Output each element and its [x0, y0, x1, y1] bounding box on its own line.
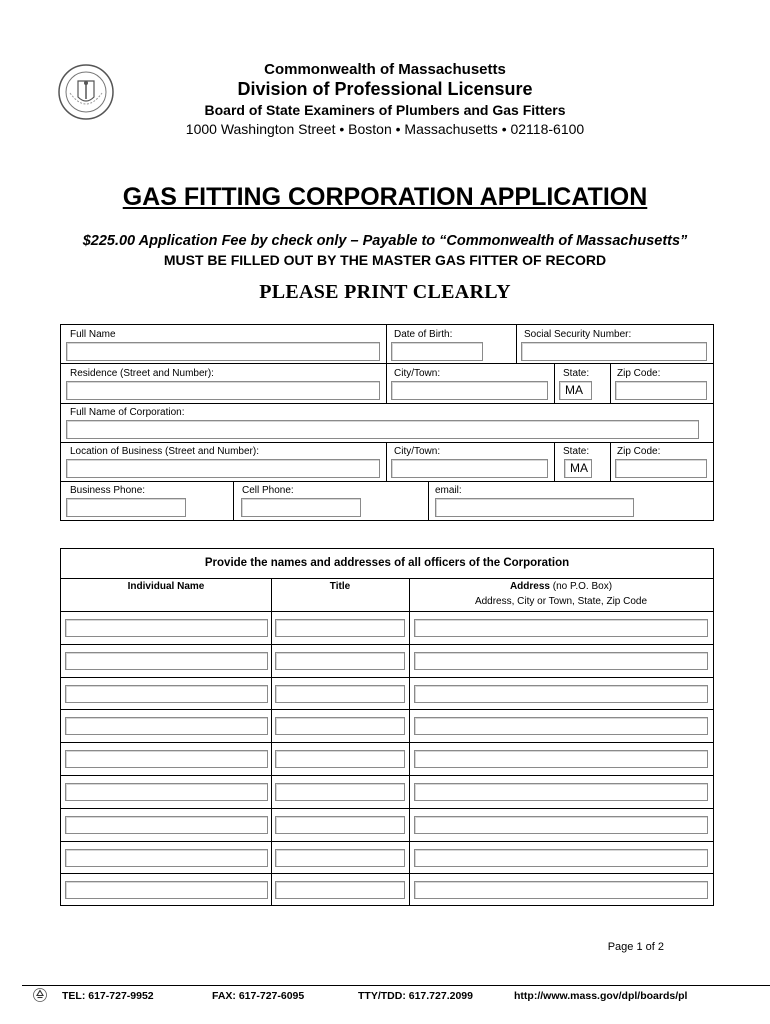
officer-title-field[interactable] — [275, 881, 405, 899]
print-clearly-line: PLEASE PRINT CLEARLY — [259, 281, 511, 303]
cell-phone-label: Cell Phone: — [242, 485, 294, 496]
footer-divider — [22, 985, 770, 986]
business-zip-label: Zip Code: — [617, 446, 661, 457]
business-city-label: City/Town: — [394, 446, 441, 457]
col-address — [409, 581, 713, 592]
table-row — [61, 677, 713, 710]
residence-label: Residence (Street and Number): — [70, 368, 214, 379]
dob-field[interactable] — [391, 342, 483, 361]
city-label: City/Town: — [394, 368, 441, 379]
officer-address-field[interactable] — [414, 783, 708, 801]
col-address-bold: Address — [509, 581, 550, 592]
business-city-field[interactable] — [391, 459, 548, 478]
table-row — [61, 775, 713, 808]
city-field[interactable] — [391, 381, 548, 400]
officer-title-field[interactable] — [275, 619, 405, 637]
officer-name-field[interactable] — [65, 750, 268, 768]
must-line: MUST BE FILLED OUT BY THE MASTER GAS FITTER OF RECORD — [163, 252, 607, 268]
residence-field[interactable] — [66, 381, 380, 400]
officer-name-field[interactable] — [65, 849, 268, 867]
officer-address-field[interactable] — [414, 619, 708, 637]
table-row — [61, 808, 713, 841]
business-zip-field[interactable] — [615, 459, 707, 478]
fee-line: $225.00 Application Fee by check only – Payable to “Commonwealth of Massachusetts” — [82, 233, 688, 249]
officer-address-field[interactable] — [414, 849, 708, 867]
agency-line-1: Commonwealth of Massachusetts — [264, 61, 506, 78]
officer-name-field[interactable] — [65, 652, 268, 670]
table-row — [61, 709, 713, 742]
corporation-name-field[interactable] — [66, 420, 699, 439]
table-row — [61, 841, 713, 874]
officer-name-field[interactable] — [65, 717, 268, 735]
officer-address-field[interactable] — [414, 717, 708, 735]
col-individual-name: Individual Name — [127, 581, 205, 592]
full-name-field[interactable] — [66, 342, 380, 361]
officer-address-field[interactable] — [414, 652, 708, 670]
business-state-field[interactable] — [564, 459, 592, 478]
business-phone-label: Business Phone: — [70, 485, 146, 496]
table-row — [61, 742, 713, 775]
footer-tty: TTY/TDD: 617.727.2099 — [358, 990, 473, 1002]
zip-label: Zip Code: — [617, 368, 661, 379]
officer-title-field[interactable] — [275, 652, 405, 670]
footer-fax: FAX: 617-727-6095 — [212, 990, 305, 1002]
business-state-value: MA — [570, 461, 588, 475]
state-field[interactable] — [559, 381, 592, 400]
dob-label: Date of Birth: — [394, 329, 453, 340]
officer-name-field[interactable] — [65, 881, 268, 899]
officer-address-field[interactable] — [414, 685, 708, 703]
recycle-icon — [33, 988, 47, 1002]
officers-heading: Provide the names and addresses of all officers of the Corporation — [204, 557, 570, 569]
officer-name-field[interactable] — [65, 685, 268, 703]
officer-title-field[interactable] — [275, 750, 405, 768]
officer-title-field[interactable] — [275, 849, 405, 867]
officer-title-field[interactable] — [275, 816, 405, 834]
corporation-name-label: Full Name of Corporation: — [70, 407, 185, 418]
officer-name-field[interactable] — [65, 783, 268, 801]
ssn-field[interactable] — [521, 342, 707, 361]
agency-line-3: Board of State Examiners of Plumbers and Gas Fitters — [204, 102, 566, 118]
officer-address-field[interactable] — [414, 816, 708, 834]
full-name-label: Full Name — [70, 329, 116, 340]
officer-title-field[interactable] — [275, 717, 405, 735]
officer-name-field[interactable] — [65, 816, 268, 834]
state-label: State: — [563, 368, 590, 379]
business-phone-field[interactable] — [66, 498, 186, 517]
footer-url[interactable]: http://www.mass.gov/dpl/boards/pl — [514, 990, 688, 1002]
agency-address: 1000 Washington Street • Boston • Massachusetts • 02118-6100 — [185, 121, 585, 137]
business-state-label: State: — [563, 446, 590, 457]
email-field[interactable] — [435, 498, 634, 517]
col-address-note: (no P.O. Box) — [552, 581, 613, 592]
officers-table — [60, 548, 714, 906]
officer-address-field[interactable] — [414, 881, 708, 899]
footer-tel: TEL: 617-727-9952 — [62, 990, 154, 1002]
email-label: email: — [435, 485, 462, 496]
business-location-label: Location of Business (Street and Number): — [70, 446, 259, 457]
zip-field[interactable] — [615, 381, 707, 400]
applicant-form — [60, 324, 714, 521]
ssn-label: Social Security Number: — [524, 329, 632, 340]
cell-phone-field[interactable] — [241, 498, 361, 517]
officer-address-field[interactable] — [414, 750, 708, 768]
page-title: GAS FITTING CORPORATION APPLICATION — [122, 183, 648, 211]
col-address-sub: Address, City or Town, State, Zip Code — [474, 596, 648, 607]
table-row — [61, 611, 713, 644]
officer-title-field[interactable] — [275, 685, 405, 703]
officer-name-field[interactable] — [65, 619, 268, 637]
agency-line-2: Division of Professional Licensure — [237, 79, 533, 99]
table-row — [61, 873, 713, 906]
state-value: MA — [565, 383, 583, 397]
col-title: Title — [329, 581, 351, 592]
officer-title-field[interactable] — [275, 783, 405, 801]
business-location-field[interactable] — [66, 459, 380, 478]
table-row — [61, 644, 713, 677]
page-number: Page 1 of 2 — [607, 941, 664, 953]
